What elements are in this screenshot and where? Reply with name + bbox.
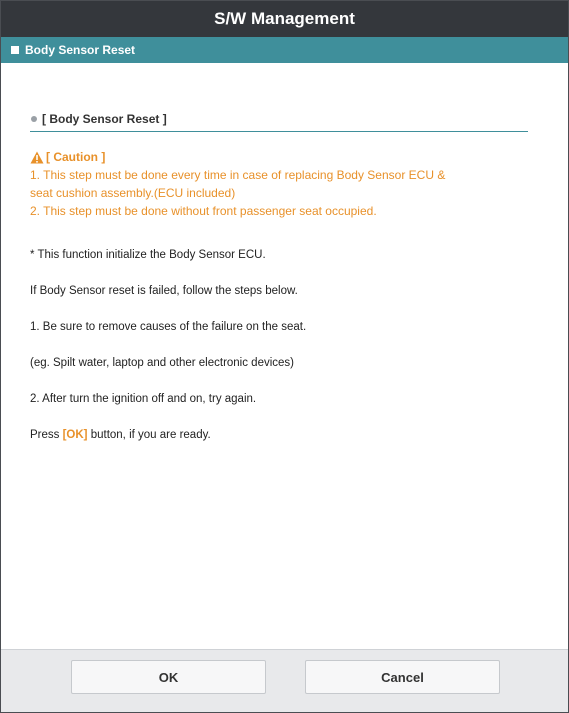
instruction-line: * This function initialize the Body Sensor ECU. <box>30 249 266 261</box>
caution-line: 2. This step must be done without front passenger seat occupied. <box>30 204 377 218</box>
instruction-line: 1. Be sure to remove causes of the failure on the seat. <box>30 321 307 333</box>
ok-button[interactable]: OK <box>71 660 266 694</box>
press-ok-emphasis: [OK] <box>62 429 88 441</box>
instruction-line: 2. After turn the ignition off and on, try again. <box>30 393 257 405</box>
caution-line: seat cushion assembly.(ECU included) <box>30 186 236 200</box>
content-heading-text: [ Body Sensor Reset ] <box>42 112 167 126</box>
cancel-button[interactable]: Cancel <box>305 660 500 694</box>
caution-line: 1. This step must be done every time in case of replacing Body Sensor ECU & <box>30 168 446 182</box>
instruction-line: (eg. Spilt water, laptop and other electronic devices) <box>30 357 295 369</box>
square-bullet-icon <box>11 46 19 54</box>
caution-block <box>30 148 540 220</box>
caution-title: [ Caution ] <box>46 150 106 164</box>
press-ok-suffix: button, if you are ready. <box>87 429 211 441</box>
button-footer <box>1 649 568 713</box>
content-area <box>1 63 568 649</box>
warning-triangle-icon <box>30 151 44 164</box>
section-title: Body Sensor Reset <box>25 43 136 57</box>
content-heading <box>30 107 528 132</box>
window-titlebar <box>1 1 568 37</box>
caution-title-row <box>30 148 540 166</box>
instruction-line: If Body Sensor reset is failed, follow the steps below. <box>30 285 298 297</box>
section-header-bar <box>1 37 568 63</box>
window-title: S/W Management <box>214 9 355 28</box>
press-ok-prefix: Press <box>30 429 63 441</box>
press-ok-line <box>30 429 211 441</box>
bullet-dot-icon <box>31 116 37 122</box>
